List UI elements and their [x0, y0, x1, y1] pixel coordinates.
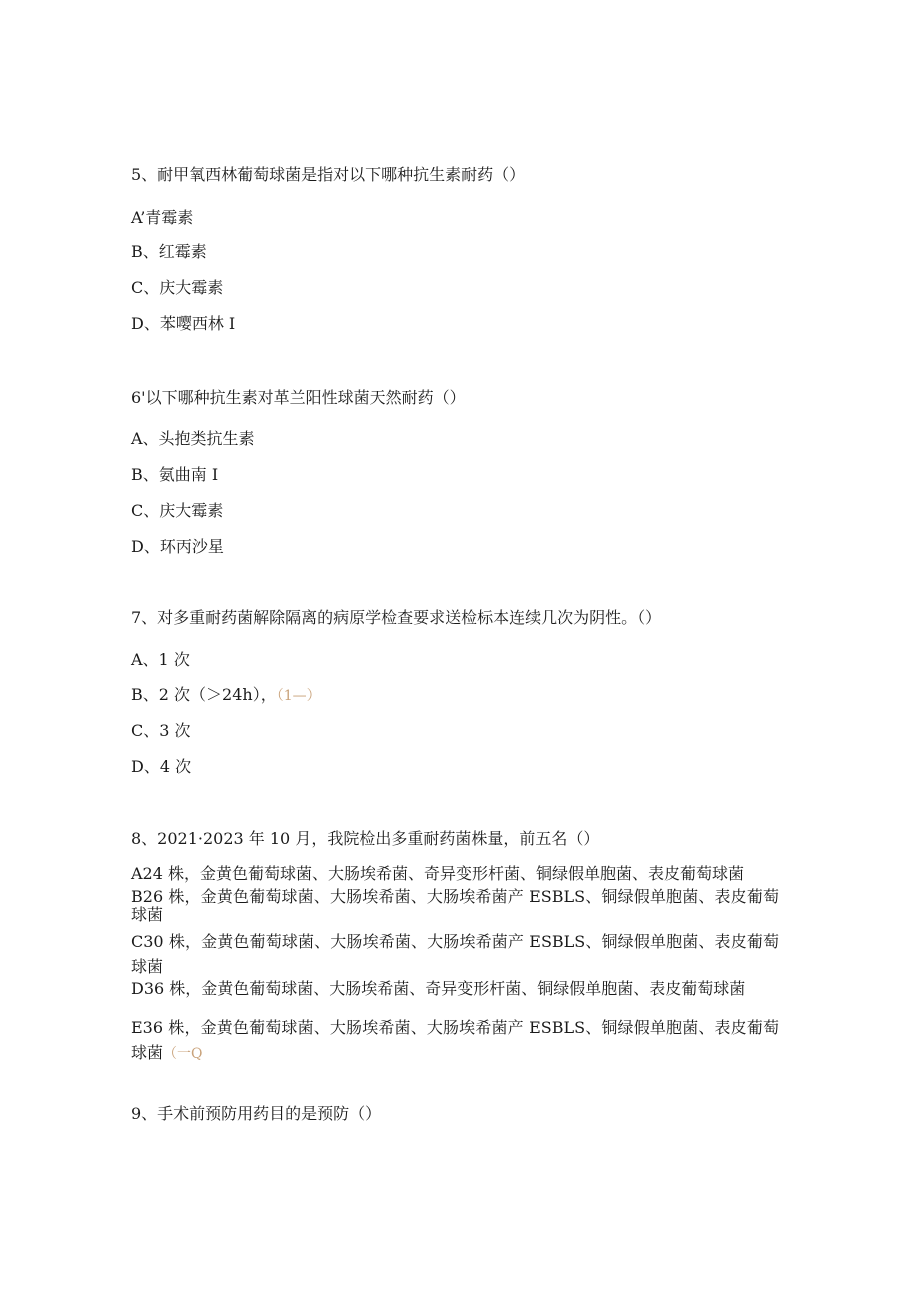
question-8-option-e[interactable]: [131, 1015, 779, 1067]
question-5-stem: 5、耐甲氧西林葡萄球菌是指对以下哪种抗生素耐药（）: [131, 165, 526, 184]
question-8-stem: 8、2021·2023 年 10 月，我院检出多重耐药菌株量，前五名（）: [131, 829, 600, 848]
question-6-stem: 6'以下哪种抗生素对革兰阳性球菌天然耐药（）: [131, 388, 466, 407]
question-7-stem: 7、对多重耐药菌解除隔离的病原学检查要求送检标本连续几次为阴性。（）: [131, 608, 662, 627]
question-8-option-b[interactable]: B26 株，金黄色葡萄球菌、大肠埃希菌、大肠埃希菌产 ESBLS、铜绿假单胞菌、表皮葡萄球菌: [131, 887, 779, 924]
question-5-option-c[interactable]: C、庆大霉素: [131, 278, 224, 297]
question-8-option-e-text: E36 株，金黄色葡萄球菌、大肠埃希菌、大肠埃希菌产 ESBLS、铜绿假单胞菌、表皮葡萄球菌: [131, 1018, 779, 1062]
question-7-option-b-text: B、2 次（＞24h），: [131, 685, 277, 704]
question-9-stem: 9、手术前预防用药目的是预防（）: [131, 1104, 382, 1123]
question-6-option-c[interactable]: C、庆大霉素: [131, 501, 224, 520]
question-8-option-c[interactable]: C30 株，金黄色葡萄球菌、大肠埃希菌、大肠埃希菌产 ESBLS、铜绿假单胞菌、表皮葡萄球菌: [131, 932, 779, 976]
question-5-option-d[interactable]: D、苯嘤西林 I: [131, 314, 236, 333]
question-7-option-d[interactable]: D、4 次: [131, 757, 192, 776]
question-5-option-b[interactable]: B、红霉素: [131, 242, 207, 261]
question-7-option-b[interactable]: [131, 685, 321, 706]
question-8-option-a[interactable]: A24 株，金黄色葡萄球菌、大肠埃希菌、奇异变形杆菌、铜绿假单胞菌、表皮葡萄球菌: [131, 864, 745, 883]
handwritten-mark: （1—）: [276, 688, 321, 704]
question-6-option-a[interactable]: A、头抱类抗生素: [131, 429, 255, 448]
question-7-option-a[interactable]: A、1 次: [131, 650, 190, 669]
question-5-option-a[interactable]: A’青霉素: [131, 208, 194, 227]
question-6-option-b[interactable]: B、氨曲南 I: [131, 465, 219, 484]
handwritten-mark: （一Q: [163, 1046, 203, 1062]
question-8-option-d[interactable]: D36 株，金黄色葡萄球菌、大肠埃希菌、奇异变形杆菌、铜绿假单胞菌、表皮葡萄球菌: [131, 979, 746, 998]
question-6-option-d[interactable]: D、环丙沙星: [131, 537, 224, 556]
question-7-option-c[interactable]: C、3 次: [131, 721, 191, 740]
